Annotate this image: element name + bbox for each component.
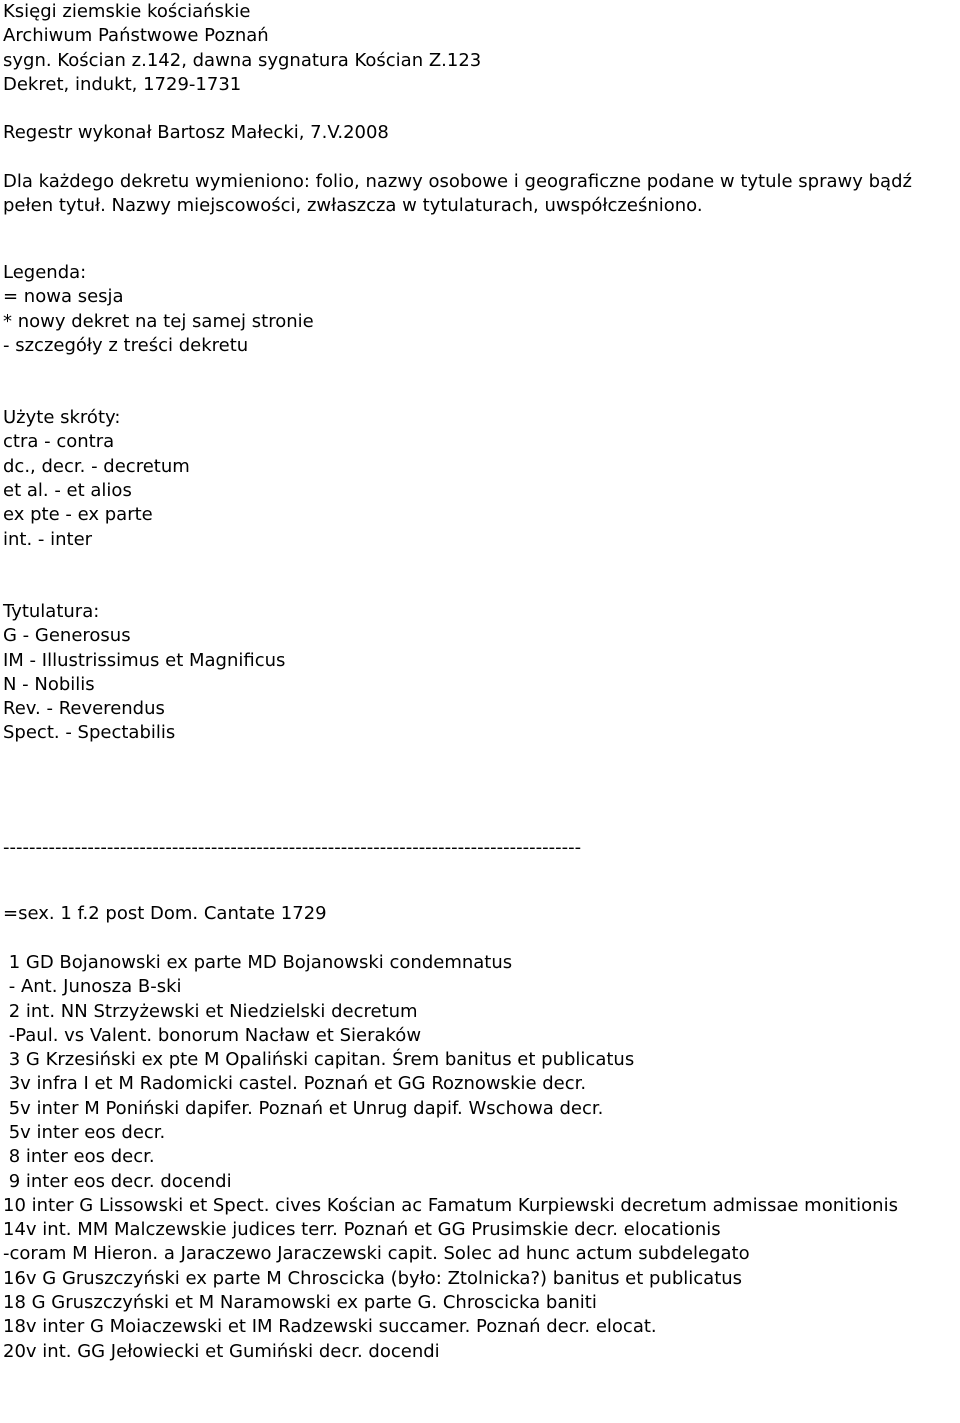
legend-item: * nowy dekret na tej samej stronie — [3, 310, 314, 332]
decree-entry: -coram M Hieron. a Jaraczewo Jaraczewski capit. Solec ad hunc actum subdelegato — [3, 1243, 750, 1265]
author-note: Regestr wykonał Bartosz Małecki, 7.V.2008 — [3, 122, 389, 144]
decree-entry: 20v int. GG Jełowiecki et Gumiński decr. docendi — [3, 1340, 440, 1362]
titles-heading: Tytulatura: — [3, 600, 100, 622]
section-separator: ----------------------------------------------------------------------------------------- — [3, 836, 582, 858]
archive-signature: sygn. Kościan z.142, dawna sygnatura Kościan Z.123 — [3, 49, 482, 71]
decree-entry: 8 inter eos decr. — [3, 1146, 155, 1168]
title-item: Spect. - Spectabilis — [3, 722, 176, 744]
decree-entry: 18v inter G Moiaczewski et IM Radzewski succamer. Poznań decr. elocat. — [3, 1316, 657, 1338]
decree-entry: 18 G Gruszczyński et M Naramowski ex parte G. Chroscicka baniti — [3, 1292, 597, 1314]
decree-entry: -Paul. vs Valent. bonorum Nacław et Sieraków — [3, 1024, 422, 1046]
abbreviation-item: int. - inter — [3, 528, 93, 550]
abbreviation-item: ctra - contra — [3, 431, 115, 453]
legend-heading: Legenda: — [3, 261, 87, 283]
session-heading: =sex. 1 f.2 post Dom. Cantate 1729 — [3, 903, 327, 925]
abbreviation-item: et al. - et alios — [3, 480, 132, 502]
decree-entry: 10 inter G Lissowski et Spect. cives Kościan ac Famatum Kurpiewski decretum admissae monitionis — [3, 1194, 898, 1216]
decree-entry: 5v inter eos decr. — [3, 1121, 166, 1143]
spacer — [3, 358, 958, 406]
spacer — [3, 884, 958, 902]
document-page — [3, 0, 958, 1364]
spacer — [3, 146, 958, 170]
archive-name: Archiwum Państwowe Poznań — [3, 25, 269, 47]
decree-entry: 2 int. NN Strzyżewski et Niedzielski decretum — [3, 1000, 418, 1022]
decree-entry: 5v inter M Poniński dapifer. Poznań et Unrug dapif. Wschowa decr. — [3, 1097, 604, 1119]
decree-entry: 9 inter eos decr. docendi — [3, 1170, 232, 1192]
record-type: Dekret, indukt, 1729-1731 — [3, 73, 242, 95]
spacer — [3, 860, 958, 884]
spacer — [3, 927, 958, 951]
decree-entry: 3 G Krzesiński ex pte M Opaliński capitan. Śrem banitus et publicatus — [3, 1049, 635, 1071]
spacer — [3, 243, 958, 261]
title-item: Rev. - Reverendus — [3, 698, 165, 720]
decree-entry: 14v int. MM Malczewskie judices terr. Poznań et GG Prusimskie decr. elocationis — [3, 1219, 721, 1241]
decree-entry: 1 GD Bojanowski ex parte MD Bojanowski condemnatus — [3, 951, 513, 973]
spacer — [3, 97, 958, 121]
title-item: G - Generosus — [3, 625, 131, 647]
title-item: IM - Illustrissimus et Magnificus — [3, 649, 286, 671]
abbreviation-item: dc., decr. - decretum — [3, 455, 190, 477]
decree-entry: 16v G Gruszczyński ex parte M Chroscicka (było: Ztolnicka?) banitus et publicatus — [3, 1267, 743, 1289]
spacer — [3, 219, 958, 243]
legend-item: = nowa sesja — [3, 286, 124, 308]
spacer — [3, 746, 958, 818]
intro-paragraph: Dla każdego dekretu wymieniono: folio, nazwy osobowe i geograficzne podane w tytule sprawy bądź pełen tytuł. Nazwy miejscowości, zwłaszcza w tytulaturach, uwspółcześniono. — [3, 171, 912, 217]
legend-item: - szczegóły z treści dekretu — [3, 334, 249, 356]
spacer — [3, 818, 958, 836]
decree-entry: 3v infra I et M Radomicki castel. Poznań et GG Roznowskie decr. — [3, 1073, 587, 1095]
document-title: Księgi ziemskie kościańskie — [3, 1, 251, 22]
decree-entry: - Ant. Junosza B-ski — [3, 976, 182, 998]
title-item: N - Nobilis — [3, 673, 95, 695]
abbreviations-heading: Użyte skróty: — [3, 407, 121, 429]
spacer — [3, 552, 958, 600]
abbreviation-item: ex pte - ex parte — [3, 504, 153, 526]
